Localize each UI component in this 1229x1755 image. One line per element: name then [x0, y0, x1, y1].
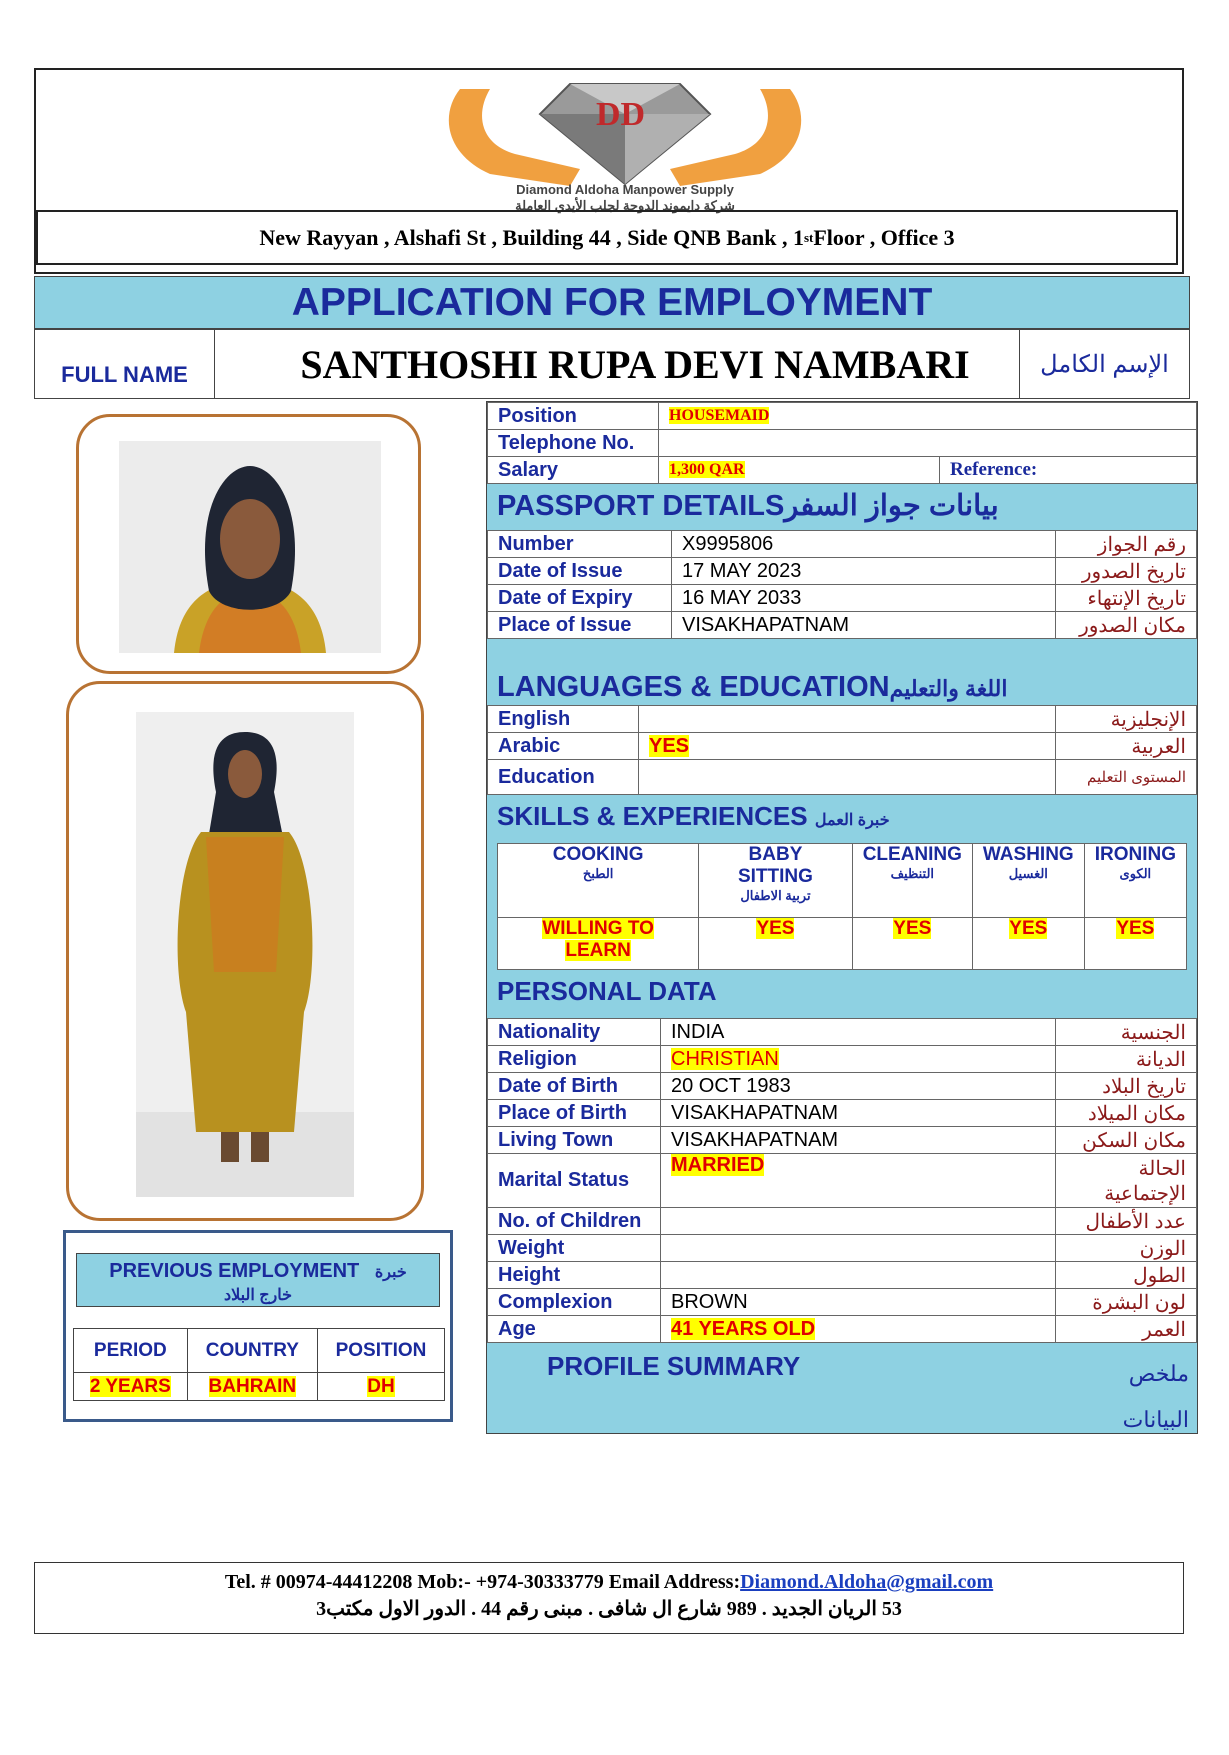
dob-value: 20 OCT 1983 [661, 1073, 1056, 1100]
address-superscript: st [803, 229, 814, 245]
weight-label-ar: الوزن [1056, 1235, 1197, 1262]
salary-value: 1,300 QAR [669, 461, 745, 478]
company-address [36, 210, 1178, 265]
marital-status-label-ar: الحالة الإجتماعية [1056, 1154, 1197, 1208]
issue-date-label-ar: تاريخ الصدور [1056, 558, 1197, 585]
telephone-label: Telephone No. [488, 430, 659, 457]
arabic-value: YES [649, 734, 690, 757]
complexion-label: Complexion [488, 1289, 661, 1316]
job-table [487, 402, 1197, 484]
issue-date-value: 17 MAY 2023 [672, 558, 1056, 585]
footer-address-ar: 53 الريان الجديد . 989 شارع ال شافى . مبنى رقم 44 . الدور الاول مكتب3 [316, 1598, 902, 1620]
age-label-ar: العمر [1056, 1316, 1197, 1343]
skill-cooking-label-ar: الطبخ [582, 866, 614, 881]
column-period: PERIOD [74, 1329, 188, 1373]
profile-summary-heading-ar: ملخص البيانات [1122, 1361, 1189, 1432]
full-name-row [34, 329, 1190, 399]
personal-heading: PERSONAL DATA [487, 972, 1197, 1018]
expiry-date-label-ar: تاريخ الإنتهاء [1056, 585, 1197, 612]
logo-letter: DD [596, 96, 646, 133]
age-label: Age [488, 1316, 661, 1343]
complexion-value: BROWN [661, 1289, 1056, 1316]
living-town-label-ar: مكان السكن [1056, 1127, 1197, 1154]
page-title: APPLICATION FOR EMPLOYMENT [34, 276, 1190, 329]
skill-cleaning-label-ar: التنظيف [890, 866, 935, 881]
previous-employment-box [63, 1230, 453, 1422]
previous-employment-title: PREVIOUS EMPLOYMENT [109, 1260, 360, 1282]
arabic-label: Arabic [488, 733, 639, 760]
full-body-photo-frame [66, 681, 424, 1221]
skill-ironing-value: YES [1116, 918, 1155, 939]
position-value: HOUSEMAID [669, 407, 770, 424]
skill-washing-label-ar: الغسيل [1008, 866, 1048, 881]
height-label-ar: الطول [1056, 1262, 1197, 1289]
skills-heading-ar: خبرة العمل [814, 812, 890, 829]
address-part-2: Floor , Office 3 [813, 224, 955, 250]
footer-contact: Tel. # 00974-44412208 Mob:- +974-30333779 Email Address: [224, 1571, 741, 1593]
passport-number-value: X9995806 [672, 531, 1056, 558]
children-label-ar: عدد الأطفال [1056, 1208, 1197, 1235]
skill-baby-sitting-label: BABY SITTING [737, 844, 813, 887]
profile-summary [487, 1343, 1197, 1433]
english-label-ar: الإنجليزية [1056, 706, 1197, 733]
full-body-photo [136, 712, 354, 1197]
skill-cooking-value: WILLING TO LEARN [542, 918, 654, 961]
languages-heading [487, 639, 1197, 705]
children-value [661, 1208, 1056, 1235]
expiry-date-value: 16 MAY 2033 [672, 585, 1056, 612]
skill-ironing-label: IRONING [1094, 844, 1176, 865]
skill-washing-value: YES [1009, 918, 1048, 939]
languages-table [487, 705, 1197, 795]
passport-number-label-ar: رقم الجواز [1056, 531, 1197, 558]
religion-label: Religion [488, 1046, 661, 1073]
skill-ironing-label-ar: الكوى [1119, 866, 1152, 881]
education-label-ar: المستوى التعليم [1056, 760, 1197, 795]
previous-employment-heading [76, 1253, 440, 1307]
dob-label-ar: تاريخ البلاد [1056, 1073, 1197, 1100]
place-of-birth-label-ar: مكان الميلاد [1056, 1100, 1197, 1127]
height-label: Height [488, 1262, 661, 1289]
column-position: POSITION [318, 1329, 445, 1373]
full-name-value: SANTHOSHI RUPA DEVI NAMBARI [300, 341, 970, 387]
skill-baby-sitting-value: YES [756, 918, 795, 939]
place-of-issue-label: Place of Issue [488, 612, 672, 639]
english-label: English [488, 706, 639, 733]
weight-label: Weight [488, 1235, 661, 1262]
skills-heading [487, 795, 1197, 843]
full-name-label: FULL NAME [35, 330, 215, 398]
skill-cleaning-value: YES [893, 918, 932, 939]
marital-status-value: MARRIED [671, 1154, 765, 1176]
place-of-issue-value: VISAKHAPATNAM [672, 612, 1056, 639]
full-name-label-ar: الإسم الكامل [1019, 330, 1189, 398]
prev-country-value: BAHRAIN [208, 1375, 297, 1397]
education-value [639, 760, 1056, 795]
place-of-birth-label: Place of Birth [488, 1100, 661, 1127]
place-of-birth-value: VISAKHAPATNAM [661, 1100, 1056, 1127]
living-town-value: VISAKHAPATNAM [661, 1127, 1056, 1154]
age-value: 41 YEARS OLD [671, 1317, 816, 1340]
complexion-label-ar: لون البشرة [1056, 1289, 1197, 1316]
marital-status-label: Marital Status [488, 1154, 661, 1208]
place-of-issue-label-ar: مكان الصدور [1056, 612, 1197, 639]
column-country: COUNTRY [187, 1329, 317, 1373]
position-label: Position [488, 403, 659, 430]
english-value [639, 706, 1056, 733]
headshot-photo [119, 441, 381, 653]
logo-company-name-ar: شركة دايموند الدوحة لجلب الأيدي العاملة [515, 198, 735, 213]
company-logo [420, 74, 830, 214]
passport-number-label: Number [488, 531, 672, 558]
details-panel [486, 401, 1198, 1434]
nationality-value: INDIA [661, 1019, 1056, 1046]
dob-label: Date of Birth [488, 1073, 661, 1100]
passport-table [487, 530, 1197, 639]
weight-value [661, 1235, 1056, 1262]
personal-table [487, 1018, 1197, 1343]
languages-heading-en: LANGUAGES & EDUCATION [497, 671, 890, 703]
arabic-label-ar: العربية [1056, 733, 1197, 760]
height-value [661, 1262, 1056, 1289]
passport-heading-ar: بيانات جواز السفر [784, 490, 999, 522]
children-label: No. of Children [488, 1208, 661, 1235]
nationality-label: Nationality [488, 1019, 661, 1046]
previous-employment-title-ar: خارج البلاد [223, 1287, 293, 1304]
passport-heading [487, 484, 1197, 530]
skill-baby-sitting-label-ar: تربية الاطفال [740, 888, 811, 903]
prev-period-value: 2 YEARS [89, 1375, 171, 1397]
skill-cleaning-label: CLEANING [862, 844, 962, 865]
living-town-label: Living Town [488, 1127, 661, 1154]
telephone-value [659, 430, 1197, 457]
religion-value: CHRISTIAN [671, 1047, 779, 1070]
passport-heading-en: PASSPORT DETAILS [497, 490, 785, 522]
salary-label: Salary [488, 457, 659, 484]
skill-washing-label: WASHING [982, 844, 1074, 865]
logo-company-name: Diamond Aldoha Manpower Supply [516, 182, 734, 197]
expiry-date-label: Date of Expiry [488, 585, 672, 612]
skills-heading-en: SKILLS & EXPERIENCES [497, 801, 808, 831]
prev-position-value: DH [367, 1375, 395, 1397]
education-label: Education [488, 760, 639, 795]
skills-table [497, 843, 1187, 970]
footer [34, 1562, 1184, 1634]
footer-email-link[interactable]: Diamond.Aldoha@gmail.com [740, 1571, 994, 1593]
previous-employment-table [73, 1328, 445, 1401]
religion-label-ar: الديانة [1056, 1046, 1197, 1073]
address-part-1: New Rayyan , Alshafi St , Building 44 , Side QNB Bank , 1 [259, 224, 804, 250]
languages-heading-ar: اللغة والتعليم [889, 676, 1008, 701]
previous-employment-title-ar-part: خبرة [374, 1264, 407, 1281]
nationality-label-ar: الجنسية [1056, 1019, 1197, 1046]
footer-contact-line [35, 1571, 1183, 1594]
skills-wrapper [487, 843, 1197, 972]
profile-summary-heading: PROFILE SUMMARY [547, 1351, 801, 1381]
issue-date-label: Date of Issue [488, 558, 672, 585]
person-full-body-icon [136, 712, 354, 1197]
headshot-photo-frame [76, 414, 421, 674]
skill-cooking-label: COOKING [552, 844, 644, 865]
person-headshot-icon [119, 441, 381, 653]
reference-label: Reference: [940, 457, 1197, 484]
